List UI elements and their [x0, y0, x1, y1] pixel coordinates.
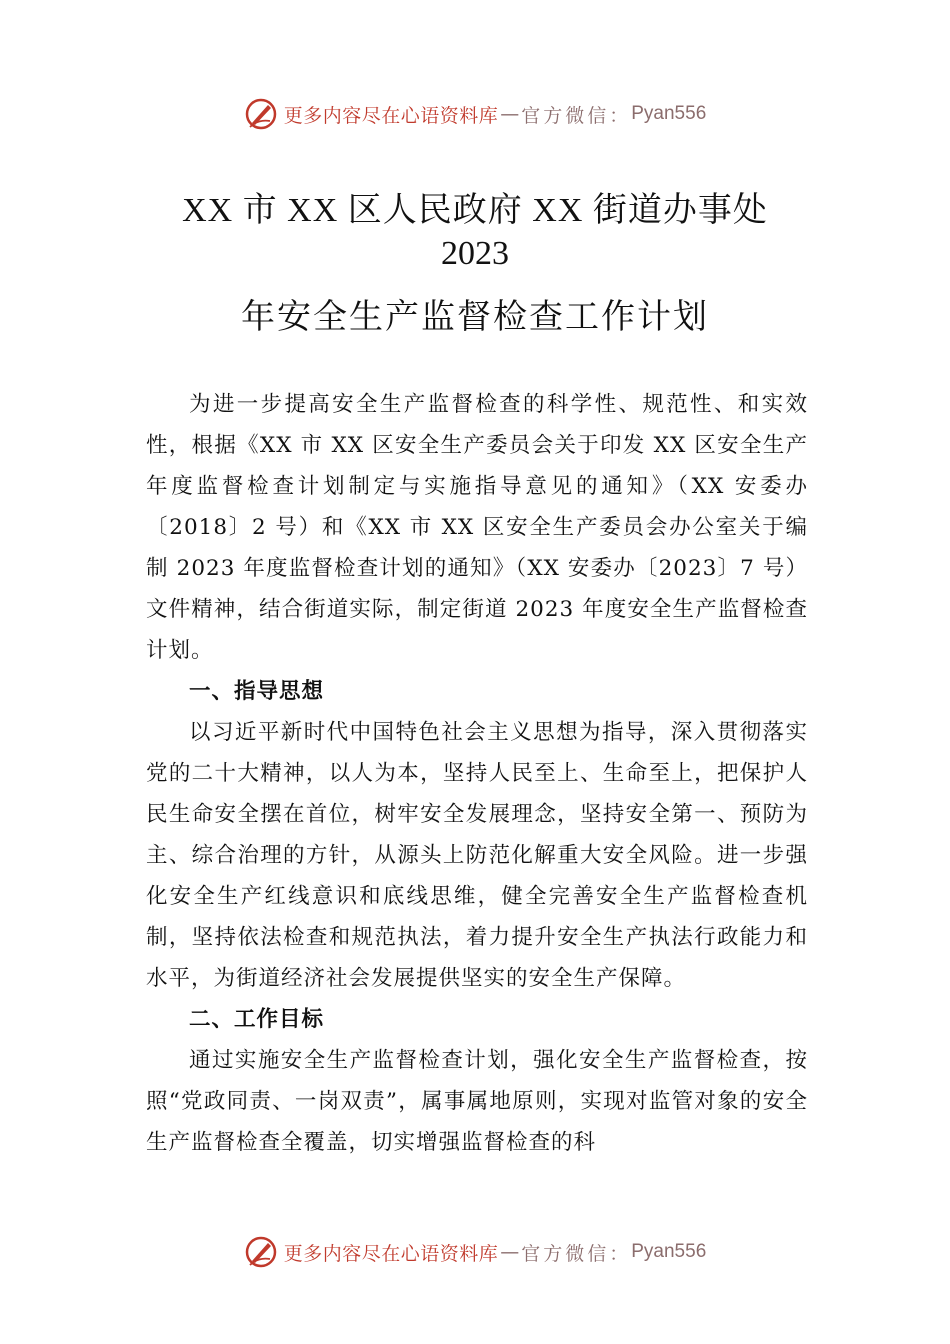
document-title-line2: 2023 — [441, 235, 509, 272]
pen-logo-icon — [244, 1235, 278, 1269]
watermark-id: Pyan556 — [631, 103, 707, 124]
watermark-sub: 官方微信： — [521, 1242, 632, 1265]
document-title-line1: XX 市 XX 区人民政府 XX 街道办事处 — [182, 192, 768, 229]
watermark-text: 更多内容尽在心语资料库 — [283, 1242, 499, 1265]
section1-paragraph: 以习近平新时代中国特色社会主义思想为指导，深入贯彻落实党的二十大精神，以人为本，坚持人民至上、生命至上，把保护人民生命安全摆在首位，树牢安全发展理念，坚持安全第一、预防为主、综合治理的方针，从源头上防范化解重大安全风险。进一步强化安全生产红线意识和底线思维，健全完善安全生产监督检查机制，坚持依法检查和规范执法，着力提升安全生产执法行政能力和水平，为街道经济社会发展提供坚实的安全生产保障。 — [146, 720, 808, 991]
intro-paragraph: 为进一步提高安全生产监督检查的科学性、规范性、和实效性，根据《XX 市 XX 区安全生产委员会关于印发 XX 区安全生产年度监督检查计划制定与实施指导意见的通知》（XX 安委办〔2018〕2 号）和《XX 市 XX 区安全生产委员会办公室关于编制 2023 年度监督检查计划的通知》（XX 安委办〔2023〕7 号）文件精神，结合街道实际，制定街道 2023 年度安全生产监督检查计划。 — [146, 392, 808, 663]
document-title-line3: 年安全生产监督检查工作计划 — [241, 299, 709, 336]
section1-heading: 一、指导思想 — [189, 679, 325, 704]
watermark-banner-top — [0, 94, 950, 134]
watermark-sub: 官方微信： — [521, 104, 632, 127]
section2-heading: 二、工作目标 — [189, 1007, 325, 1032]
watermark-text: 更多内容尽在心语资料库 — [283, 104, 499, 127]
document-body — [146, 384, 808, 1163]
section2-paragraph: 通过实施安全生产监督检查计划，强化安全生产监督检查，按照“党政同责、一岗双责”，属事属地原则，实现对监管对象的安全生产监督检查全覆盖，切实增强监督检查的科 — [146, 1048, 808, 1155]
watermark-separator: — — [500, 103, 520, 125]
watermark-id: Pyan556 — [631, 1241, 707, 1262]
watermark-banner-bottom — [0, 1232, 950, 1272]
watermark-separator: — — [500, 1241, 520, 1263]
pen-logo-icon — [244, 97, 278, 131]
